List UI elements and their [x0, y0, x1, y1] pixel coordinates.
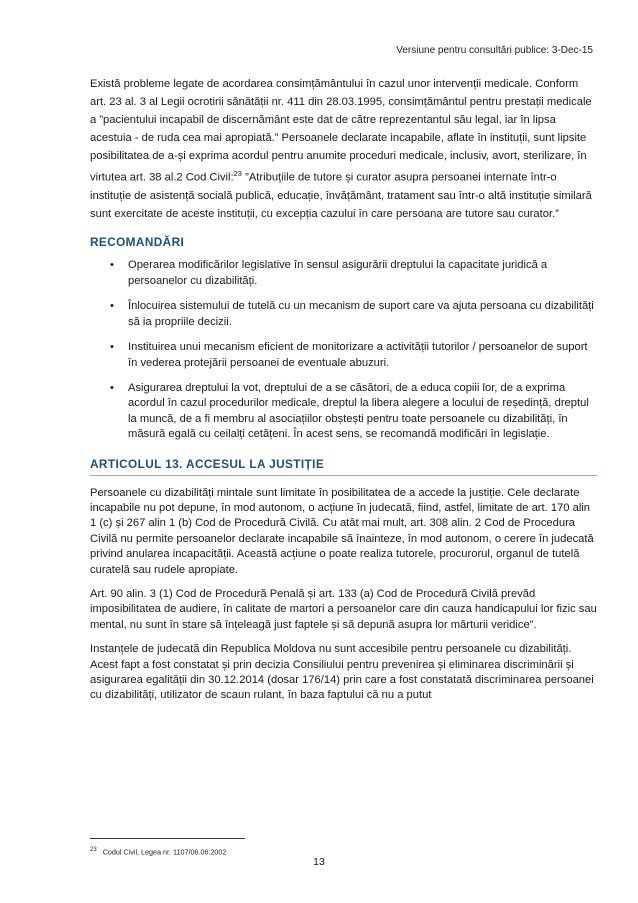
recommendation-item [90, 381, 597, 443]
recommendations-list [90, 258, 597, 442]
intro-text-before-ref: Există probleme legate de acordarea consimțământului în cazul unor intervenții medicale. Conform art. 23 al. 3 al Legii ocrotirii sănătății nr. 411 din 28.03.1995, consimțământul pentru prestații medicale a ”pacientului incapabil de discernământ este dat de către reprezentantul său legal, iar în lipsa acestuia - de ruda cea mai apropiată.” Persoanele declarate incapabile, aflate în instituții, sunt lipsite posibilitatea de a-și exprima acordul pentru anumite proceduri medicale, inclusiv, avort, sterilizare, în virtutea art. 38 al.2 Cod Civil: [90, 78, 592, 185]
article-13-body [90, 486, 597, 704]
bullet-icon: • [110, 381, 114, 394]
recommendation-text: Instituirea unui mecanism eficient de monitorizare a activității tutorilor / persoanelor de suport în vederea protejării persoanei de eventuale abuzuri. [128, 341, 588, 369]
article-paragraph: Persoanele cu dizabilități mintale sunt limitate în posibilitatea de a accede la justiție. Cele declarate incapabile nu pot depune, în mod autonom, o acțiune în judecată, fiind, astfel, limitate de art. 170 alin 1 (c) și 267 alin 1 (b) Cod de Procedură Civilă. Cu atât mai mult, art. 308 alin. 2 Cod de Procedura Civilă nu permite persoanelor declarate incapabile să înainteze, în mod autonom, o cerere în judecată privind anularea incapacității. Această acțiune o poate realiza tutorele, procurorul, organul de tutelă curatelă sau rudele apropiate. [90, 486, 594, 576]
footnote-separator [90, 838, 245, 839]
footnote-mark: 23 [90, 847, 97, 853]
recommendation-text: Operarea modificărilor legislative în sensul asigurării dreptului la capacitate juridică a persoanelor cu dizabilități. [128, 259, 548, 287]
recommendation-item [90, 299, 597, 330]
bullet-icon: • [110, 300, 114, 313]
article-paragraph: Instanțele de judecată din Republica Moldova nu sunt accesibile pentru persoanele cu dizabilități. Acest fapt a fost constatat și prin decizia Consiliului pentru prevenirea și eliminarea discriminării și asigurarea egalității din 30.12.2014 (dosar 176/14) prin care a fost constatată discriminarea persoanei cu dizabilități, utilizator de scaun rulant, în baza faptului că nu a putut [90, 643, 594, 702]
recommendation-item [90, 258, 597, 289]
bullet-icon: • [110, 259, 114, 272]
article-paragraph: Art. 90 alin. 3 (1) Cod de Procedură Penală și art. 133 (a) Cod de Procedură Civilă prevăd imposibilitatea de audiere, în calitate de martori a persoanelor care din cauza handicapului lor fizic sau mental, nu sunt în stare să înțeleagă just faptele și să depună asupra lor mărturii veridice”. [90, 587, 597, 631]
recommendation-text: Înlocuirea sistemului de tutelă cu un mecanism de suport care va ajuta persoana cu dizabilități să ia propriile decizii. [128, 300, 594, 328]
recommendation-item [90, 340, 597, 371]
recommendation-text: Asigurarea dreptului la vot, dreptului de a se căsători, de a educa copiii lor, de a exprima acordul în cazul procedurilor medicale, dreptul la libera alegere a locului de reședință, dreptul la muncă, de a fi membru al asociațiilor obștești pentru toate persoanele cu dizabilități, în măsură egală cu ceilalți cetățeni. În acest sens, se recomandă modificări în legislație. [128, 381, 589, 441]
footnote-reference[interactable]: 23 [233, 169, 242, 179]
page-content [90, 75, 597, 713]
page-number: 13 [313, 856, 325, 868]
article-13-heading: ARTICOLUL 13. ACCESUL LA JUSTIȚIE [90, 457, 597, 476]
recommendations-heading: RECOMANDĂRI [90, 235, 185, 250]
version-header: Versiune pentru consultări publice: 3-Dec-15 [396, 45, 593, 56]
intro-paragraph [90, 75, 597, 223]
intro-text-after-ref: ”Atribuțiile de tutore și curator asupra persoanei internate într-o instituție de asistență socială publică, educație, învățământ, tratament sau într-o altă instituție similară sunt exercitate de aceste instituții, cu excepția cazului în care persoana are tutore sau curator.” [90, 172, 592, 221]
footnote [90, 847, 226, 856]
bullet-icon: • [110, 341, 114, 354]
footnote-text: Codul Civil, Legea nr. 1107/06.06.2002 [102, 847, 227, 857]
